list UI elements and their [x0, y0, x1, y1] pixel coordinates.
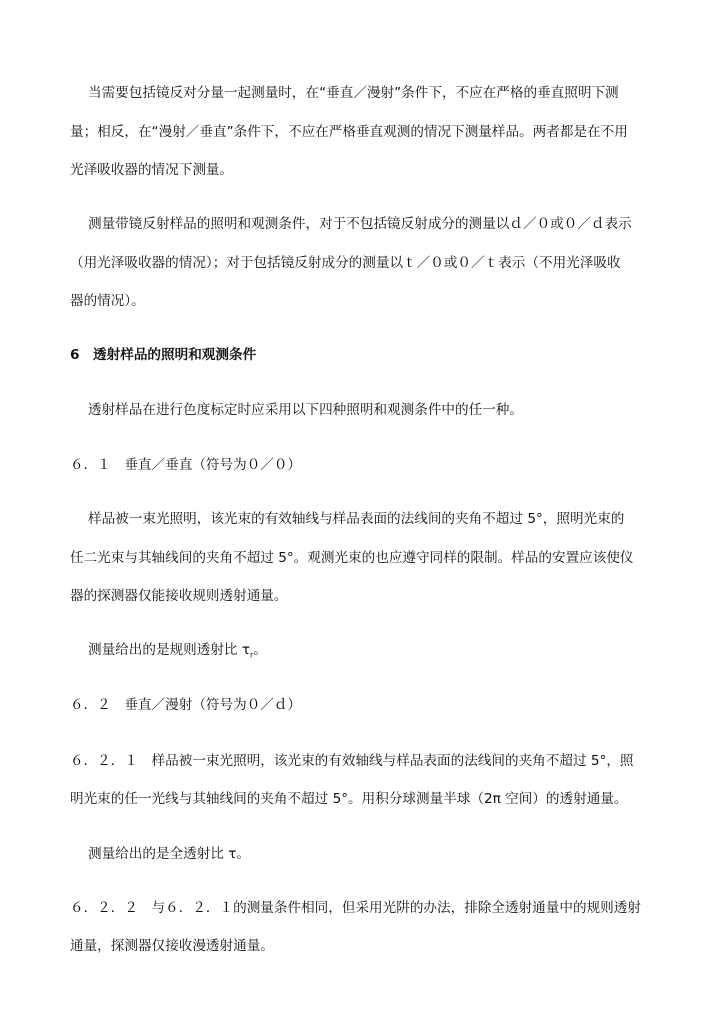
paragraph-1-line-1: 当需要包括镜反对分量一起测量时，在“垂直／漫射”条件下，不应在严格的垂直照明下测 [88, 85, 619, 101]
paragraph-1-line-2: 量；相反，在“漫射／垂直”条件下，不应在严格垂直观测的情况下测量样品。两者都是在不用 [70, 124, 628, 140]
section-6-1-paragraph-line-2: 任二光束与其轴线间的夹角不超过 5°。观测光束的也应遵守同样的限制。样品的安置应该使仪 [70, 550, 634, 566]
paragraph-2-line-2: （用光泽吸收器的情况）；对于包括镜反射成分的测量以ｔ／０或０／ｔ表示（不用光泽吸收 [70, 255, 621, 271]
section-6-2-2-line-2: 通量，探测器仅接收漫透射通量。 [70, 938, 274, 954]
paragraph-1-line-3: 光泽吸收器的情况下测量。 [70, 162, 234, 178]
paragraph-2-line-1: 测量带镜反射样品的照明和观测条件，对于不包括镜反射成分的测量以ｄ／０或０／ｄ表示 [88, 216, 632, 232]
section-6-1-paragraph-line-1: 样品被一束光照明，该光束的有效轴线与样品表面的法线间的夹角不超过 5°，照明光束的 [88, 511, 625, 527]
result-end: 。 [253, 642, 267, 658]
result-subscript: r [250, 650, 254, 660]
section-6-2-1-result: 测量给出的是全透射比 τ。 [88, 846, 251, 862]
section-6-intro: 透射样品在进行色度标定时应采用以下四种照明和观测条件中的任一种。 [88, 402, 523, 418]
section-6-2-2-line-1: ６．２．２ 与６．２．１的测量条件相同，但采用光阱的办法，排除全透射通量中的规则透射 [70, 900, 641, 916]
section-6-1-paragraph-line-3: 器的探测器仅能接收规则透射通量。 [70, 588, 288, 604]
section-6-1-result [88, 641, 688, 665]
paragraph-2-line-3: 器的情况）。 [70, 293, 145, 309]
section-6-2-heading: ６．２ 垂直／漫射（符号为０／ｄ） [70, 697, 302, 713]
section-6-heading: 6 透射样品的照明和观测条件 [70, 347, 257, 363]
section-6-1-heading: ６．１ 垂直／垂直（符号为０／０） [70, 457, 302, 473]
section-6-2-1-line-2: 明光束的任一光线与其轴线间的夹角不超过 5°。用积分球测量半球（2π 空间）的透射通量。 [70, 791, 628, 807]
section-6-2-1-line-1: ６．２．１ 样品被一束光照明，该光束的有效轴线与样品表面的法线间的夹角不超过 5°，照 [70, 753, 634, 769]
result-text: 测量给出的是规则透射比 τ [88, 642, 251, 658]
